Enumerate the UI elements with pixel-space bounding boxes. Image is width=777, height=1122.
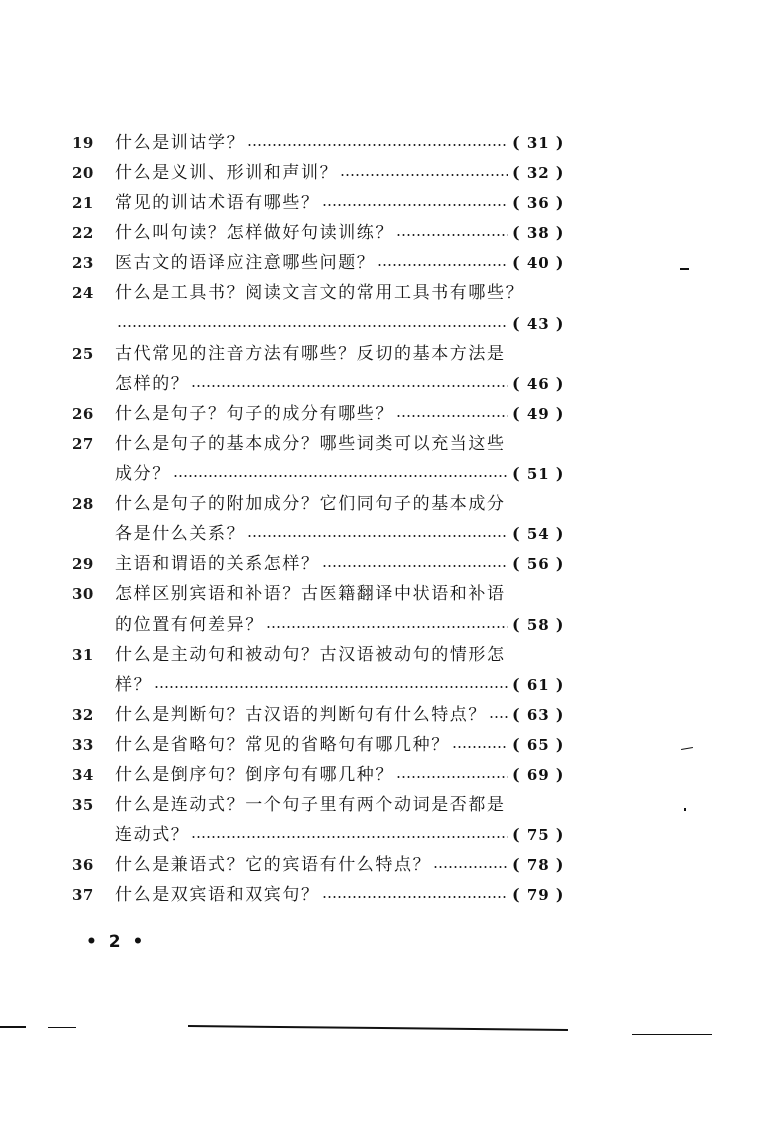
dot-leader (340, 158, 508, 188)
open-paren: ( (512, 764, 521, 784)
scan-edge-line (48, 1027, 76, 1028)
toc-line-continuation (72, 820, 572, 850)
toc-line (72, 640, 572, 670)
entry-number: 35 (72, 796, 94, 815)
page-reference (512, 218, 572, 248)
open-paren: ( (512, 614, 521, 634)
entry-number: 21 (72, 194, 94, 213)
toc-line (72, 489, 572, 519)
dot-leader (154, 670, 508, 700)
entry-title: 什么是句子的基本成分？哪些词类可以充当这些 (115, 433, 506, 454)
entry-number: 37 (72, 886, 94, 905)
open-paren: ( (512, 403, 521, 423)
page-number: 75 (526, 826, 550, 845)
toc-entry (72, 549, 572, 579)
toc-entry (72, 880, 572, 910)
toc-line (72, 700, 572, 730)
toc-line (72, 278, 572, 308)
open-paren: ( (512, 253, 521, 273)
close-paren: ) (555, 193, 565, 213)
entry-number: 28 (72, 495, 94, 514)
entry-number: 23 (72, 254, 94, 273)
page-reference (512, 700, 572, 730)
toc-line-continuation (72, 610, 572, 640)
toc-line (72, 579, 572, 609)
dot-leader (322, 880, 508, 910)
dot-leader (396, 218, 508, 248)
entry-title: 什么是省略句？常见的省略句有哪几种？ (115, 734, 450, 755)
dot-leader (433, 850, 508, 880)
close-paren: ) (555, 253, 565, 273)
dot-leader (396, 760, 508, 790)
entry-title: 医古文的语译应注意哪些问题？ (115, 253, 376, 274)
close-paren: ) (555, 825, 565, 845)
scan-edge-line (632, 1034, 712, 1035)
entry-number: 22 (72, 224, 94, 243)
open-paren: ( (512, 674, 521, 694)
page-number: 36 (526, 194, 550, 213)
toc-entry (72, 248, 572, 278)
toc-line (72, 549, 572, 579)
page-number: 43 (526, 314, 550, 333)
entry-number: 34 (72, 765, 94, 784)
entry-number: 25 (72, 344, 94, 363)
toc-entry (72, 128, 572, 158)
dot-leader (266, 610, 508, 640)
entry-title: 什么是训诂学？ (115, 133, 246, 153)
open-paren: ( (512, 885, 521, 905)
toc-line (72, 760, 572, 790)
scan-mark (681, 747, 693, 750)
entry-title: 什么是工具书？阅读文言文的常用工具书有哪些？ (115, 283, 525, 304)
toc-line-continuation (72, 519, 572, 549)
entry-number: 29 (72, 555, 94, 574)
page-number: 56 (526, 555, 550, 574)
page-reference (512, 459, 572, 489)
entry-title: 什么是句子？句子的成分有哪些？ (115, 403, 394, 424)
entry-title: 主语和谓语的关系怎样？ (115, 554, 320, 575)
page-number: 46 (526, 374, 550, 393)
table-of-contents (72, 128, 572, 910)
close-paren: ) (555, 554, 565, 574)
entry-title: 什么是双宾语和双宾句？ (115, 885, 320, 906)
entry-title: 什么是义训、形训和声训？ (115, 163, 339, 184)
entry-title: 常见的训诂术语有哪些？ (115, 193, 320, 214)
close-paren: ) (555, 764, 565, 784)
toc-line (72, 790, 572, 820)
close-paren: ) (555, 163, 565, 183)
open-paren: ( (512, 855, 521, 875)
entry-number: 19 (72, 134, 94, 152)
page-reference (512, 760, 572, 790)
toc-entry (72, 700, 572, 730)
entry-title-continued: 成分？ (115, 464, 171, 485)
dot-leader (191, 369, 508, 399)
page-reference (512, 309, 572, 339)
page-reference (512, 519, 572, 549)
page-number: 79 (526, 886, 550, 905)
open-paren: ( (512, 313, 521, 333)
page-number: 65 (526, 735, 550, 754)
entry-number: 31 (72, 645, 94, 664)
entry-title: 古代常见的注音方法有哪些？反切的基本方法是 (115, 343, 506, 364)
entry-number: 32 (72, 705, 94, 724)
toc-entry (72, 218, 572, 248)
entry-number: 33 (72, 735, 94, 754)
close-paren: ) (555, 313, 565, 333)
open-paren: ( (512, 193, 521, 213)
dot-leader (322, 188, 508, 218)
dot-leader (377, 248, 508, 278)
toc-entry (72, 850, 572, 880)
entry-title: 什么是判断句？古汉语的判断句有什么特点？ (115, 704, 487, 725)
dot-leader (191, 820, 508, 850)
page-number: 58 (526, 615, 550, 634)
entry-title: 怎样区别宾语和补语？古医籍翻译中状语和补语 (115, 584, 506, 605)
entry-title-continued: 连动式？ (115, 825, 190, 846)
page-number: 40 (526, 254, 550, 273)
toc-line (72, 850, 572, 880)
close-paren: ) (555, 403, 565, 423)
toc-line (72, 158, 572, 188)
entry-title: 什么是倒序句？倒序句有哪几种？ (115, 764, 394, 785)
close-paren: ) (555, 885, 565, 905)
toc-entry (72, 429, 572, 489)
entry-number: 24 (72, 284, 94, 303)
dot-leader (322, 549, 508, 579)
dot-leader (489, 700, 508, 730)
entry-title: 什么是连动式？一个句子里有两个动词是否都是 (115, 795, 506, 816)
toc-entry (72, 730, 572, 760)
toc-entry (72, 760, 572, 790)
open-paren: ( (512, 373, 521, 393)
toc-entry (72, 579, 572, 639)
page-number: 51 (526, 465, 550, 484)
toc-entry (72, 640, 572, 700)
dot-leader (452, 730, 508, 760)
toc-line-continuation (72, 459, 572, 489)
open-paren: ( (512, 554, 521, 574)
entry-number: 27 (72, 434, 94, 453)
page-reference (512, 820, 572, 850)
close-paren: ) (555, 614, 565, 634)
toc-line (72, 339, 572, 369)
scan-edge-line (0, 1026, 26, 1028)
toc-line (72, 880, 572, 910)
entry-title: 什么是兼语式？它的宾语有什么特点？ (115, 855, 432, 876)
toc-entry (72, 489, 572, 549)
close-paren: ) (555, 855, 565, 875)
dot-leader (247, 128, 508, 158)
page-reference (512, 248, 572, 278)
page-number: 49 (526, 404, 550, 423)
page-number: 63 (526, 705, 550, 724)
entry-title-continued: 样？ (115, 674, 153, 695)
scan-mark (680, 268, 689, 270)
dot-leader (117, 309, 508, 339)
page-reference (512, 850, 572, 880)
toc-entry (72, 399, 572, 429)
entry-number: 20 (72, 164, 94, 183)
page-reference (512, 188, 572, 218)
entry-title-continued: 怎样的？ (115, 373, 190, 394)
close-paren: ) (555, 704, 565, 724)
toc-line-continuation (72, 670, 572, 700)
toc-entry (72, 339, 572, 399)
page-reference (512, 399, 572, 429)
page-reference (512, 158, 572, 188)
toc-line (72, 248, 572, 278)
close-paren: ) (555, 524, 565, 544)
entry-title-continued: 各是什么关系？ (115, 524, 246, 545)
page-number: 61 (526, 675, 550, 694)
page-reference (512, 128, 572, 158)
toc-line (72, 399, 572, 429)
page-number: 32 (526, 164, 550, 183)
toc-line (72, 128, 572, 158)
page-reference (512, 880, 572, 910)
open-paren: ( (512, 464, 521, 484)
page-number: 69 (526, 765, 550, 784)
toc-line-continuation (72, 369, 572, 399)
page-reference (512, 730, 572, 760)
entry-title: 什么是句子的附加成分？它们同句子的基本成分 (115, 494, 506, 515)
entry-title-continued: 的位置有何差异？ (115, 614, 264, 635)
page-number: 54 (526, 525, 550, 544)
toc-line-continuation (72, 309, 572, 339)
toc-entry (72, 188, 572, 218)
open-paren: ( (512, 825, 521, 845)
toc-entry (72, 278, 572, 338)
toc-entry (72, 158, 572, 188)
toc-line (72, 429, 572, 459)
dot-leader (247, 519, 508, 549)
page-reference (512, 549, 572, 579)
open-paren: ( (512, 524, 521, 544)
close-paren: ) (555, 734, 565, 754)
toc-line (72, 218, 572, 248)
scan-mark (684, 808, 686, 811)
toc-entry (72, 790, 572, 850)
entry-number: 30 (72, 585, 94, 604)
close-paren: ) (555, 464, 565, 484)
entry-number: 36 (72, 856, 94, 875)
page-reference (512, 610, 572, 640)
open-paren: ( (512, 223, 521, 243)
open-paren: ( (512, 163, 521, 183)
page-number: 31 (526, 134, 550, 152)
page-number: 78 (526, 856, 550, 875)
open-paren: ( (512, 133, 521, 152)
toc-line (72, 188, 572, 218)
dot-leader (396, 399, 508, 429)
entry-title: 什么是主动句和被动句？古汉语被动句的情形怎 (115, 644, 506, 665)
close-paren: ) (555, 133, 565, 152)
page-reference (512, 670, 572, 700)
page-reference (512, 369, 572, 399)
close-paren: ) (555, 223, 565, 243)
close-paren: ) (555, 674, 565, 694)
toc-line (72, 730, 572, 760)
open-paren: ( (512, 704, 521, 724)
close-paren: ) (555, 373, 565, 393)
open-paren: ( (512, 734, 521, 754)
dot-leader (173, 459, 508, 489)
page-number: 38 (526, 224, 550, 243)
scan-edge-line (188, 1025, 568, 1031)
entry-number: 26 (72, 404, 94, 423)
entry-title: 什么叫句读？怎样做好句读训练？ (115, 223, 394, 244)
page-footer-number: • 2 • (86, 932, 147, 952)
